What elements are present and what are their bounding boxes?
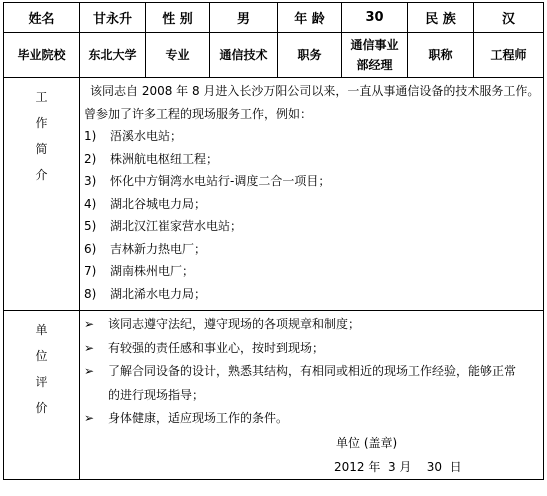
work-summary-row — [4, 78, 544, 311]
resume-table — [3, 2, 544, 480]
item-number: 4) — [84, 196, 97, 211]
gender-label: 性 别 — [146, 3, 210, 33]
education-row — [4, 33, 544, 78]
school-label: 毕业院校 — [4, 33, 80, 78]
list-item — [84, 148, 537, 171]
school-value: 东北大学 — [80, 33, 146, 78]
eval-label-char-1: 单 — [35, 323, 48, 337]
title-label: 职称 — [408, 33, 474, 78]
list-item — [84, 360, 537, 384]
work-intro-line-1: 该同志自 2008 年 8 月进入长沙万阳公司以来，一直从事通信设备的技术服务工作。 — [90, 84, 540, 98]
list-item — [84, 170, 537, 193]
list-item — [84, 283, 537, 306]
work-intro-line-2: 曾参加了许多工程的现场服务工作，例如： — [84, 106, 313, 121]
ethnicity-value: 汉 — [474, 3, 544, 33]
bullet-arrow-icon: ➢ — [84, 364, 95, 378]
work-label-char-1: 工 — [35, 90, 48, 104]
list-item — [84, 313, 537, 337]
bullet-arrow-icon: ➢ — [84, 340, 95, 355]
item-number: 3) — [84, 174, 97, 188]
item-text: 株洲航电枢纽工程； — [110, 151, 219, 166]
eval-item-2: 有较强的责任感和事业心，按时到现场； — [108, 340, 325, 355]
item-number: 5) — [84, 219, 97, 233]
ethnicity-label: 民 族 — [408, 3, 474, 33]
list-item — [84, 193, 537, 216]
eval-item-3: 了解合同设备的设计，熟悉其结构，有相同或相近的现场工作经验，能够正常 — [108, 364, 517, 378]
seal-label: 单位 (盖章) — [336, 435, 398, 450]
item-number: 8) — [84, 286, 97, 301]
item-text: 湖北浠水电力局； — [110, 286, 207, 301]
name-value: 甘永升 — [80, 3, 146, 33]
item-number: 2) — [84, 151, 97, 166]
position-label: 职务 — [278, 33, 342, 78]
eval-item-4: 身体健康，适应现场工作的条件。 — [108, 411, 289, 425]
age-label: 年 龄 — [278, 3, 342, 33]
item-text: 吉林新力热电厂； — [110, 241, 207, 256]
position-value — [342, 33, 408, 78]
evaluation-label — [4, 311, 80, 480]
item-text: 浯溪水电站； — [110, 129, 183, 143]
work-summary-content — [80, 78, 544, 311]
list-item — [84, 125, 537, 148]
item-number: 1) — [84, 129, 97, 143]
basic-info-row — [4, 3, 544, 33]
list-item — [84, 215, 537, 238]
list-item — [84, 238, 537, 261]
position-value-text: 通信事业部经理 — [350, 38, 399, 72]
evaluation-content — [80, 311, 544, 480]
item-text: 怀化中方铜湾水电站行-调度二合一项目； — [110, 174, 331, 188]
major-label: 专业 — [146, 33, 210, 78]
list-item — [84, 407, 537, 431]
work-label-char-3: 简 — [35, 142, 48, 156]
eval-label-char-4: 价 — [35, 401, 48, 415]
eval-label-char-3: 评 — [35, 375, 48, 389]
major-value: 通信技术 — [210, 33, 278, 78]
item-text: 湖北汉江崔家营水电站； — [110, 219, 243, 233]
list-item — [84, 337, 537, 361]
sign-date: 2012 年 3 月 30 日 — [334, 459, 462, 474]
list-item — [84, 260, 537, 283]
item-text: 湖南株州电厂； — [110, 264, 195, 278]
work-label-char-4: 介 — [35, 168, 48, 182]
eval-label-char-2: 位 — [35, 349, 48, 363]
item-text: 湖北谷城电力局； — [110, 196, 207, 211]
age-value: 30 — [342, 3, 408, 33]
item-number: 6) — [84, 241, 97, 256]
work-summary-label — [4, 78, 80, 311]
work-label-char-2: 作 — [35, 116, 48, 130]
eval-item-1: 该同志遵守法纪，遵守现场的各项规章和制度； — [108, 317, 361, 331]
title-value: 工程师 — [474, 33, 544, 78]
evaluation-row — [4, 311, 544, 480]
name-label: 姓名 — [4, 3, 80, 33]
gender-value: 男 — [210, 3, 278, 33]
bullet-arrow-icon: ➢ — [84, 317, 95, 331]
eval-item-3-continued: 的进行现场指导； — [108, 387, 205, 402]
item-number: 7) — [84, 264, 97, 278]
bullet-arrow-icon: ➢ — [84, 411, 95, 425]
